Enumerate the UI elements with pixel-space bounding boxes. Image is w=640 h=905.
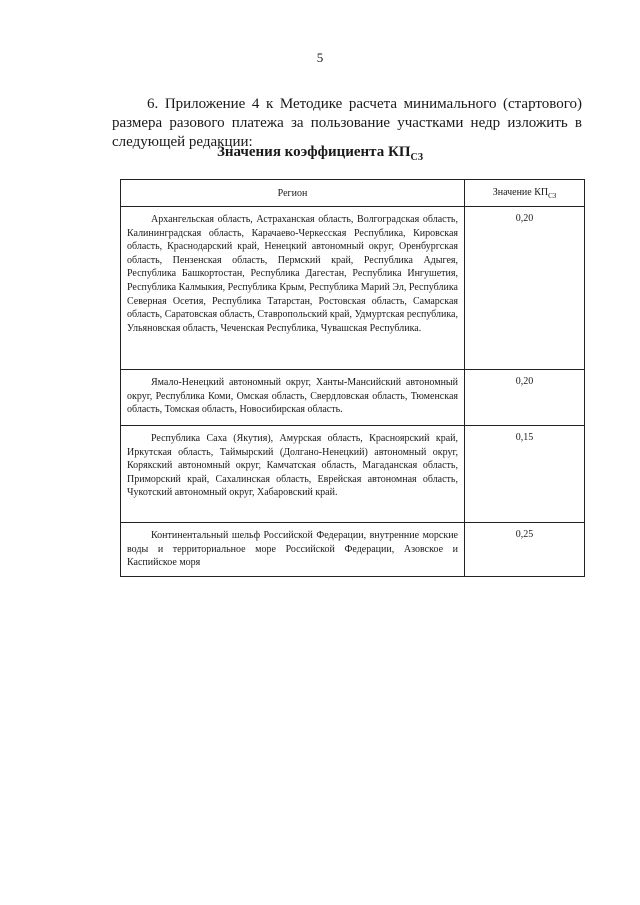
- region-cell: Континентальный шельф Российской Федерации, внутренние морские воды и территориальное море Российской Федерации, Азовское и Каспийское моря: [121, 523, 465, 577]
- table-row: [121, 523, 585, 577]
- table-title: [0, 144, 640, 163]
- table-row: [121, 370, 585, 426]
- table-row: [121, 207, 585, 370]
- region-cell: Республика Саха (Якутия), Амурская область, Красноярский край, Иркутская область, Таймырский (Долгано-Ненецкий) автономный округ, Корякский автономный округ, Камчатская область, Магаданская область, Приморский край, Сахалинская область, Еврейская автономная область, Чукотский автономный округ, Хабаровский край.: [121, 426, 465, 523]
- header-region: Регион: [121, 180, 465, 207]
- header-value: [465, 180, 585, 207]
- value-cell: 0,20: [465, 370, 585, 426]
- region-cell: Ямало-Ненецкий автономный округ, Ханты-Мансийский автономный округ, Республика Коми, Омская область, Свердловская область, Тюменская область, Томская область, Новосибирская область.: [121, 370, 465, 426]
- value-cell: 0,25: [465, 523, 585, 577]
- header-value-text: Значение КП: [492, 186, 549, 198]
- region-cell: Архангельская область, Астраханская область, Волгоградская область, Калининградская область, Карачаево-Черкесская Республика, Кировская область, Краснодарский край, Ненецкий автономный округ, Оренбургская область, Пензенская область, Пермский край, Республика Адыгея, Республика Башкортостан, Республика Дагестан, Республика Ингушетия, Республика Калмыкия, Республика Крым, Республика Марий Эл, Республика Северная Осетия, Республика Татарстан, Ростовская область, Самарская область, Саратовская область, Ставропольский край, Удмуртская республика, Ульяновская область, Чеченская Республика, Чувашская Республика.: [121, 207, 465, 370]
- coefficient-table: [120, 179, 585, 577]
- table-title-text: Значения коэффициента КП: [216, 144, 411, 160]
- value-cell: 0,20: [465, 207, 585, 370]
- table-title-subscript: СЗ: [410, 152, 424, 163]
- page-number: 5: [316, 50, 324, 65]
- intro-paragraph: 6. Приложение 4 к Методике расчета минимального (стартового) размера разового платежа за пользование участками недр изложить в следующей редакции:: [112, 96, 582, 150]
- header-value-subscript: СЗ: [548, 191, 557, 200]
- table-header-row: [121, 180, 585, 207]
- table-row: [121, 426, 585, 523]
- value-cell: 0,15: [465, 426, 585, 523]
